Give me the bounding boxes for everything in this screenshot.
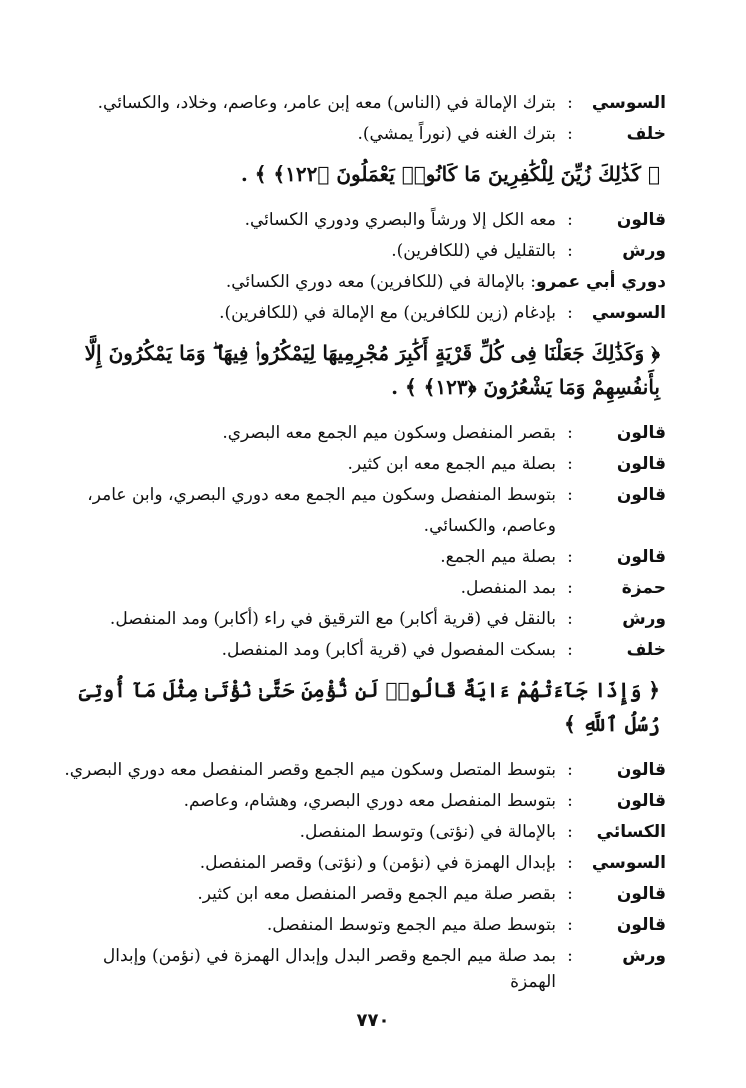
reciter-name: قالون	[616, 485, 666, 505]
reciter-name: السوسي	[591, 303, 666, 323]
entry-text: بتوسط المنفصل وسكون ميم الجمع معه دوري البصري، وابن عامر،	[87, 485, 556, 505]
entry-line	[60, 482, 666, 508]
entry-line	[60, 788, 666, 814]
separator: :	[567, 485, 573, 505]
entry-text: بتوسط المنفصل معه دوري البصري، وهشام، وعاصم.	[183, 791, 556, 811]
reciter-name: ورش	[622, 609, 666, 629]
reciter-name: دوري أبي عمرو	[535, 272, 666, 292]
reciter-name: السوسي	[591, 853, 666, 873]
entry-text: بترك الإمالة في (الناس) معه إبن عامر، وعاصم، وخلاد، والكسائي.	[97, 93, 556, 113]
entry-line	[60, 90, 666, 116]
entry-text: بإبدال الهمزة في (نؤمن) و (نؤتى) وقصر المنفصل.	[199, 853, 556, 873]
reciter-name: ورش	[622, 946, 666, 966]
separator: :	[567, 423, 573, 443]
separator: :	[567, 454, 573, 474]
entry-line	[60, 575, 666, 601]
separator: :	[567, 853, 573, 873]
entry-line	[60, 420, 666, 446]
quran-verse: ﴿ كَذَٰلِكَ زُيِّنَ لِلْكَٰفِرِينَ مَا كَانُوا۟ يَعْمَلُونَ ﴿١٢٢﴾ ﴾ .	[240, 162, 660, 186]
entry-text-inline	[60, 269, 666, 295]
entry-text: بالإمالة في (نؤتى) وتوسط المنفصل.	[299, 822, 556, 842]
entry-text: بتوسط المتصل وسكون ميم الجمع وقصر المنفصل معه دوري البصري.	[64, 760, 556, 780]
separator: :	[567, 609, 573, 629]
reciter-name: قالون	[616, 915, 666, 935]
entry-line	[60, 819, 666, 845]
reciter-name: قالون	[616, 454, 666, 474]
entry-text: وعاصم، والكسائي.	[423, 516, 556, 536]
entry-text: بتوسط صلة ميم الجمع وتوسط المنفصل.	[266, 915, 556, 935]
entry-text: بقصر المنفصل وسكون ميم الجمع معه البصري.	[222, 423, 556, 443]
entry-line	[60, 269, 666, 295]
entry-text: بإدغام (زين للكافرين) مع الإمالة في (للكافرين).	[219, 303, 556, 323]
separator: :	[567, 640, 573, 660]
entry-line	[60, 238, 666, 264]
quran-verse: ﴿ وَكَذَٰلِكَ جَعَلْنَا فِى كُلِّ قَرْيَةٍ أَكَٰبِرَ مُجْرِمِيهَا لِيَمْكُرُوا۟ فِيهَا ۖ وَمَا يَمْكُرُونَ إِلَّا بِأَنفُسِهِمْ وَمَا يَشْعُرُونَ ﴿١٢٣﴾ ﴾ .	[84, 341, 660, 399]
entry-text: بترك الغنه في (نوراً يمشي).	[357, 124, 556, 144]
entry-text: : بالإمالة في (للكافرين) معه دوري الكسائي.	[225, 272, 536, 292]
reciter-name: قالون	[616, 547, 666, 567]
entry-text: بصلة ميم الجمع معه ابن كثير.	[347, 454, 556, 474]
separator: :	[567, 210, 573, 230]
reciter-name: قالون	[616, 884, 666, 904]
entry-text: معه الكل إلا ورشاً والبصري ودوري الكسائي.	[244, 210, 556, 230]
reciter-name: خلف	[626, 640, 666, 660]
separator: :	[567, 946, 573, 966]
entry-text: بقصر صلة ميم الجمع وقصر المنفصل معه ابن كثير.	[197, 884, 556, 904]
separator: :	[567, 915, 573, 935]
quran-verse: ﴿ وَإِذَا جَآءَتْهُمْ ءَايَةٌ قَالُوا۟ لَن نُّؤْمِنَ حَتَّىٰ نُؤْتَىٰ مِثْلَ مَآ أُوتِىَ رُسُلُ ٱللَّهِ ﴾	[78, 678, 660, 736]
entry-line	[60, 637, 666, 663]
reciter-name: حمزة	[621, 578, 666, 598]
entry-line	[60, 451, 666, 477]
separator: :	[567, 124, 573, 144]
entry-text: بمد المنفصل.	[460, 578, 556, 598]
entry-line	[60, 606, 666, 632]
entry-line	[60, 881, 666, 907]
separator: :	[567, 578, 573, 598]
reciter-name: السوسي	[591, 93, 666, 113]
separator: :	[567, 303, 573, 323]
entry-line	[60, 912, 666, 938]
separator: :	[567, 760, 573, 780]
entry-line	[60, 300, 666, 326]
separator: :	[567, 791, 573, 811]
reciter-name: ورش	[622, 241, 666, 261]
reciter-name: قالون	[616, 760, 666, 780]
entry-line-continuation	[60, 513, 666, 539]
entry-text: بمد صلة ميم الجمع وقصر البدل وإبدال الهمزة في (نؤمن) وإبدال الهمزة	[102, 946, 556, 992]
entry-line	[60, 544, 666, 570]
entry-line	[60, 850, 666, 876]
entry-text: بسكت المفصول في (قرية أكابر) ومد المنفصل.	[221, 640, 556, 660]
entry-line	[60, 121, 666, 147]
entry-text: بالنقل في (قرية أكابر) مع الترقيق في راء (أكابر) ومد المنفصل.	[109, 609, 556, 629]
entry-text: بصلة ميم الجمع.	[440, 547, 556, 567]
page-number: ٧٧٠	[356, 1010, 390, 1031]
separator: :	[567, 241, 573, 261]
separator: :	[567, 884, 573, 904]
reciter-name: خلف	[626, 124, 666, 144]
reciter-name: قالون	[616, 210, 666, 230]
entry-line	[60, 757, 666, 783]
reciter-name: قالون	[616, 423, 666, 443]
entry-line	[60, 207, 666, 233]
page-body	[60, 90, 666, 1000]
entry-line	[60, 943, 666, 995]
entry-text: بالتقليل في (للكافرين).	[391, 241, 556, 261]
separator: :	[567, 547, 573, 567]
separator: :	[567, 93, 573, 113]
reciter-name: قالون	[616, 791, 666, 811]
separator: :	[567, 822, 573, 842]
reciter-name: الكسائي	[596, 822, 666, 842]
